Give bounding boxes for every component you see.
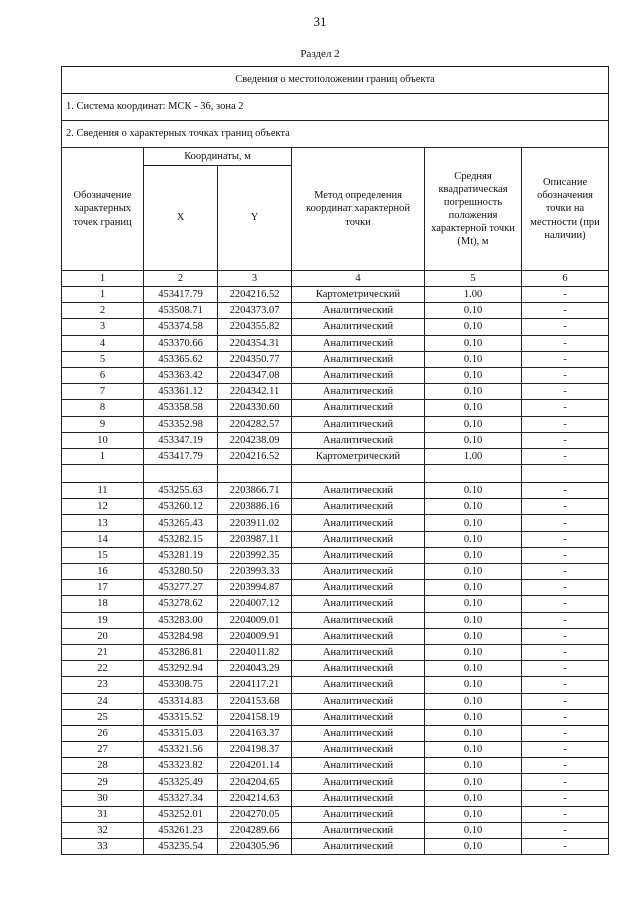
- table-title: Сведения о местоположении границ объекта: [62, 67, 609, 94]
- cell-y: 2204043.29: [218, 661, 292, 677]
- cell-accuracy: 0.10: [425, 335, 522, 351]
- cell-x: 453308.75: [144, 677, 218, 693]
- cell-accuracy: 0.10: [425, 693, 522, 709]
- cell-point-number: 11: [62, 483, 144, 499]
- coord-system-row: 1. Система координат: МСК - 36, зона 2: [62, 94, 609, 121]
- table-row: [62, 287, 609, 303]
- cell-description: -: [522, 367, 609, 383]
- cell-x: 453252.01: [144, 806, 218, 822]
- cell-description: -: [522, 287, 609, 303]
- cell-x: 453292.94: [144, 661, 218, 677]
- cell-method: Аналитический: [292, 612, 425, 628]
- cell-method: Аналитический: [292, 335, 425, 351]
- cell-point-number: 4: [62, 335, 144, 351]
- cell-point-number: 1: [62, 448, 144, 464]
- cell-accuracy: 0.10: [425, 644, 522, 660]
- cell-x: 453358.58: [144, 400, 218, 416]
- cell-point-number: 14: [62, 531, 144, 547]
- cell-y: 2203866.71: [218, 483, 292, 499]
- table-row: [62, 499, 609, 515]
- cell-point-number: 1: [62, 287, 144, 303]
- table-row: [62, 448, 609, 464]
- cell-accuracy: 0.10: [425, 367, 522, 383]
- cell-point-number: 16: [62, 564, 144, 580]
- table-row: [62, 547, 609, 563]
- cell-accuracy: 0.10: [425, 319, 522, 335]
- table-row: [62, 612, 609, 628]
- cell-method: Аналитический: [292, 774, 425, 790]
- cell-point-number: 7: [62, 384, 144, 400]
- cell-method: Аналитический: [292, 693, 425, 709]
- cell-description: -: [522, 742, 609, 758]
- cell-description: -: [522, 758, 609, 774]
- cell-accuracy: 0.10: [425, 677, 522, 693]
- cell-description: -: [522, 725, 609, 741]
- cell-method: Аналитический: [292, 351, 425, 367]
- cell-method: Аналитический: [292, 416, 425, 432]
- cell-accuracy: 0.10: [425, 432, 522, 448]
- cell-y: 2204153.68: [218, 693, 292, 709]
- cell-y: 2203987.11: [218, 531, 292, 547]
- cell-x: 453284.98: [144, 628, 218, 644]
- cell-y: 2204373.07: [218, 303, 292, 319]
- cell-x: 453314.83: [144, 693, 218, 709]
- table-row: [62, 319, 609, 335]
- cell-point-number: 18: [62, 596, 144, 612]
- cell-method: Картометрический: [292, 448, 425, 464]
- cell-point-number: 15: [62, 547, 144, 563]
- table-row: [62, 303, 609, 319]
- cell-method: Аналитический: [292, 839, 425, 855]
- table-row: [62, 367, 609, 383]
- cell-x: 453235.54: [144, 839, 218, 855]
- table-row: [62, 839, 609, 855]
- header-accuracy: Средняя квадратическая погрешность положения характерной точки (Mt), м: [425, 148, 522, 271]
- cell-method: Аналитический: [292, 790, 425, 806]
- cell-x: 453281.19: [144, 547, 218, 563]
- table-row: [62, 790, 609, 806]
- cell-method: Аналитический: [292, 823, 425, 839]
- column-number: 4: [292, 271, 425, 287]
- cell-accuracy: 0.10: [425, 547, 522, 563]
- cell-description: -: [522, 531, 609, 547]
- cell-accuracy: 0.10: [425, 742, 522, 758]
- cell-accuracy: 0.10: [425, 596, 522, 612]
- cell-accuracy: 0.10: [425, 483, 522, 499]
- cell-point-number: 12: [62, 499, 144, 515]
- page-number: 31: [313, 14, 327, 29]
- cell-method: Аналитический: [292, 432, 425, 448]
- cell-x: 453255.63: [144, 483, 218, 499]
- cell-point-number: 28: [62, 758, 144, 774]
- cell-x: 453323.82: [144, 758, 218, 774]
- cell-point-number: 20: [62, 628, 144, 644]
- table-row: [62, 515, 609, 531]
- cell-accuracy: 0.10: [425, 725, 522, 741]
- cell-x: 453365.62: [144, 351, 218, 367]
- cell-y: 2204289.66: [218, 823, 292, 839]
- header-coordinates: Координаты, м: [144, 148, 292, 166]
- cell-y: 2204270.05: [218, 806, 292, 822]
- cell-accuracy: 0.10: [425, 499, 522, 515]
- cell-description: -: [522, 839, 609, 855]
- cell-x: 453374.58: [144, 319, 218, 335]
- table-row: [62, 725, 609, 741]
- cell-accuracy: 0.10: [425, 758, 522, 774]
- table-row: [62, 596, 609, 612]
- points-heading-row: 2. Сведения о характерных точках границ объекта: [62, 121, 609, 148]
- cell-description: -: [522, 644, 609, 660]
- cell-description: -: [522, 400, 609, 416]
- cell-y: 2204342.11: [218, 384, 292, 400]
- cell-description: -: [522, 677, 609, 693]
- cell-description: -: [522, 319, 609, 335]
- table-row: [62, 335, 609, 351]
- cell-x: 453508.71: [144, 303, 218, 319]
- cell-accuracy: 0.10: [425, 351, 522, 367]
- separator-row: [62, 465, 609, 483]
- cell-point-number: 22: [62, 661, 144, 677]
- cell-point-number: 5: [62, 351, 144, 367]
- cell-description: -: [522, 612, 609, 628]
- column-number-row: [62, 271, 609, 287]
- cell-method: Аналитический: [292, 384, 425, 400]
- table-row: [62, 823, 609, 839]
- cell-y: 2203911.02: [218, 515, 292, 531]
- cell-x: 453361.12: [144, 384, 218, 400]
- cell-accuracy: 0.10: [425, 564, 522, 580]
- cell-description: -: [522, 499, 609, 515]
- cell-x: 453321.56: [144, 742, 218, 758]
- cell-x: 453315.03: [144, 725, 218, 741]
- cell-point-number: 26: [62, 725, 144, 741]
- cell-accuracy: 0.10: [425, 384, 522, 400]
- table-row: [62, 709, 609, 725]
- cell-description: -: [522, 596, 609, 612]
- cell-x: 453315.52: [144, 709, 218, 725]
- cell-y: 2204354.31: [218, 335, 292, 351]
- table-row: [62, 351, 609, 367]
- cell-y: 2204282.57: [218, 416, 292, 432]
- cell-y: 2203886.16: [218, 499, 292, 515]
- cell-accuracy: 0.10: [425, 303, 522, 319]
- cell-method: Аналитический: [292, 580, 425, 596]
- cell-method: Аналитический: [292, 709, 425, 725]
- cell-y: 2204347.08: [218, 367, 292, 383]
- cell-description: -: [522, 806, 609, 822]
- cell-accuracy: 0.10: [425, 531, 522, 547]
- cell-accuracy: 0.10: [425, 823, 522, 839]
- table-row: [62, 483, 609, 499]
- cell-method: Аналитический: [292, 596, 425, 612]
- cell-point-number: 29: [62, 774, 144, 790]
- cell-x: 453280.50: [144, 564, 218, 580]
- column-number: 6: [522, 271, 609, 287]
- table-row: [62, 628, 609, 644]
- cell-x: 453261.23: [144, 823, 218, 839]
- cell-y: 2204238.09: [218, 432, 292, 448]
- cell-point-number: 24: [62, 693, 144, 709]
- table-row: [62, 384, 609, 400]
- cell-description: -: [522, 416, 609, 432]
- cell-y: 2204009.01: [218, 612, 292, 628]
- header-description: Описание обозначения точки на местности (при наличии): [522, 148, 609, 271]
- cell-description: -: [522, 432, 609, 448]
- cell-method: Аналитический: [292, 483, 425, 499]
- cell-x: 453265.43: [144, 515, 218, 531]
- cell-accuracy: 1.00: [425, 448, 522, 464]
- cell-accuracy: 0.10: [425, 806, 522, 822]
- column-number: 5: [425, 271, 522, 287]
- cell-description: -: [522, 384, 609, 400]
- cell-y: 2203993.33: [218, 564, 292, 580]
- cell-method: Аналитический: [292, 564, 425, 580]
- cell-description: -: [522, 790, 609, 806]
- cell-point-number: 32: [62, 823, 144, 839]
- cell-description: -: [522, 515, 609, 531]
- cell-point-number: 31: [62, 806, 144, 822]
- cell-y: 2204355.82: [218, 319, 292, 335]
- cell-y: 2204117.21: [218, 677, 292, 693]
- cell-x: 453417.79: [144, 448, 218, 464]
- cell-point-number: 27: [62, 742, 144, 758]
- cell-accuracy: 0.10: [425, 612, 522, 628]
- cell-y: 2204163.37: [218, 725, 292, 741]
- table-row: [62, 531, 609, 547]
- cell-point-number: 17: [62, 580, 144, 596]
- table-row: [62, 416, 609, 432]
- cell-y: 2204350.77: [218, 351, 292, 367]
- cell-description: -: [522, 547, 609, 563]
- cell-y: 2204204.65: [218, 774, 292, 790]
- cell-x: 453370.66: [144, 335, 218, 351]
- cell-method: Аналитический: [292, 628, 425, 644]
- cell-x: 453286.81: [144, 644, 218, 660]
- cell-y: 2204330.60: [218, 400, 292, 416]
- table-row: [62, 644, 609, 660]
- section-label: Раздел 2: [300, 48, 340, 60]
- cell-description: -: [522, 709, 609, 725]
- header-method: Метод определения координат характерной точки: [292, 148, 425, 271]
- cell-accuracy: 1.00: [425, 287, 522, 303]
- cell-x: 453327.34: [144, 790, 218, 806]
- cell-point-number: 13: [62, 515, 144, 531]
- header-y: Y: [218, 166, 292, 271]
- cell-description: -: [522, 448, 609, 464]
- cell-method: Аналитический: [292, 547, 425, 563]
- cell-method: Аналитический: [292, 515, 425, 531]
- cell-description: -: [522, 335, 609, 351]
- cell-method: Аналитический: [292, 644, 425, 660]
- cell-accuracy: 0.10: [425, 709, 522, 725]
- cell-y: 2204216.52: [218, 287, 292, 303]
- cell-method: Аналитический: [292, 806, 425, 822]
- cell-description: -: [522, 351, 609, 367]
- cell-point-number: 2: [62, 303, 144, 319]
- cell-accuracy: 0.10: [425, 839, 522, 855]
- cell-method: Аналитический: [292, 499, 425, 515]
- cell-x: 453283.00: [144, 612, 218, 628]
- cell-method: Аналитический: [292, 677, 425, 693]
- cell-description: -: [522, 774, 609, 790]
- cell-point-number: 25: [62, 709, 144, 725]
- cell-point-number: 33: [62, 839, 144, 855]
- cell-description: -: [522, 564, 609, 580]
- header-x: X: [144, 166, 218, 271]
- table-row: [62, 758, 609, 774]
- cell-accuracy: 0.10: [425, 661, 522, 677]
- cell-accuracy: 0.10: [425, 515, 522, 531]
- table-row: [62, 742, 609, 758]
- header-designation: Обозначение характерных точек границ: [62, 148, 144, 271]
- cell-x: 453347.19: [144, 432, 218, 448]
- cell-x: 453278.62: [144, 596, 218, 612]
- cell-point-number: 19: [62, 612, 144, 628]
- cell-method: Аналитический: [292, 400, 425, 416]
- cell-description: -: [522, 823, 609, 839]
- table-row: [62, 693, 609, 709]
- cell-x: 453325.49: [144, 774, 218, 790]
- cell-method: Аналитический: [292, 758, 425, 774]
- table-row: [62, 564, 609, 580]
- column-number: 3: [218, 271, 292, 287]
- cell-description: -: [522, 693, 609, 709]
- cell-x: 453352.98: [144, 416, 218, 432]
- cell-method: Аналитический: [292, 661, 425, 677]
- cell-x: 453363.42: [144, 367, 218, 383]
- table-row: [62, 400, 609, 416]
- cell-x: 453260.12: [144, 499, 218, 515]
- cell-point-number: 23: [62, 677, 144, 693]
- cell-description: -: [522, 661, 609, 677]
- cell-method: Аналитический: [292, 725, 425, 741]
- cell-method: Аналитический: [292, 303, 425, 319]
- cell-method: Аналитический: [292, 742, 425, 758]
- table-row: [62, 661, 609, 677]
- cell-accuracy: 0.10: [425, 400, 522, 416]
- cell-y: 2204216.52: [218, 448, 292, 464]
- table-row: [62, 806, 609, 822]
- cell-point-number: 21: [62, 644, 144, 660]
- cell-description: -: [522, 483, 609, 499]
- cell-description: -: [522, 580, 609, 596]
- cell-x: 453417.79: [144, 287, 218, 303]
- cell-description: -: [522, 628, 609, 644]
- cell-description: -: [522, 303, 609, 319]
- cell-y: 2204158.19: [218, 709, 292, 725]
- column-number: 1: [62, 271, 144, 287]
- column-number: 2: [144, 271, 218, 287]
- cell-point-number: 3: [62, 319, 144, 335]
- cell-method: Аналитический: [292, 367, 425, 383]
- cell-y: 2203992.35: [218, 547, 292, 563]
- table-row: [62, 677, 609, 693]
- cell-x: 453282.15: [144, 531, 218, 547]
- cell-x: 453277.27: [144, 580, 218, 596]
- cell-accuracy: 0.10: [425, 416, 522, 432]
- cell-accuracy: 0.10: [425, 774, 522, 790]
- cell-point-number: 30: [62, 790, 144, 806]
- cell-method: Аналитический: [292, 531, 425, 547]
- cell-method: Картометрический: [292, 287, 425, 303]
- cell-y: 2204198.37: [218, 742, 292, 758]
- cell-y: 2204011.82: [218, 644, 292, 660]
- cell-y: 2204305.96: [218, 839, 292, 855]
- cell-point-number: 8: [62, 400, 144, 416]
- cell-point-number: 9: [62, 416, 144, 432]
- cell-y: 2204009.91: [218, 628, 292, 644]
- cell-method: Аналитический: [292, 319, 425, 335]
- cell-y: 2204201.14: [218, 758, 292, 774]
- cell-point-number: 10: [62, 432, 144, 448]
- table-row: [62, 580, 609, 596]
- table-row: [62, 432, 609, 448]
- cell-accuracy: 0.10: [425, 628, 522, 644]
- cell-y: 2204214.63: [218, 790, 292, 806]
- cell-y: 2203994.87: [218, 580, 292, 596]
- cell-y: 2204007.12: [218, 596, 292, 612]
- boundary-points-table: [61, 66, 609, 855]
- cell-accuracy: 0.10: [425, 790, 522, 806]
- cell-point-number: 6: [62, 367, 144, 383]
- cell-accuracy: 0.10: [425, 580, 522, 596]
- table-row: [62, 774, 609, 790]
